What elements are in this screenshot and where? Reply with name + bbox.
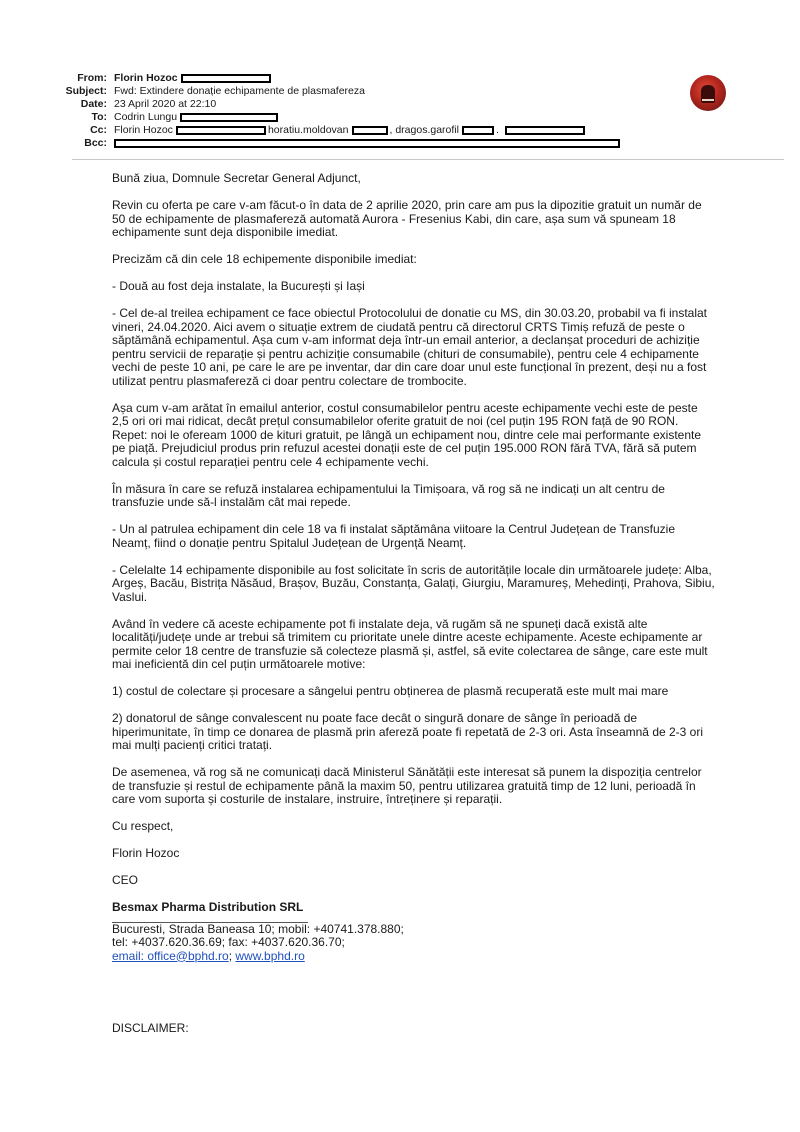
paragraph: Având în vedere că aceste echipamente pot fi instalate deja, vă rugăm să ne spuneți dacă există alte localități/județe unde ar trebui să trimitem cu prioritate unele dintre aceste echipamente. Aceste echipamente ar permite celor 18 centre de transfuzie să colecteze plasmă și, astfel, să evite colectarea de sânge, care este mult mai ineficientă din cel puțin următoarele motive:	[112, 616, 708, 671]
subject-text: Fwd: Extindere donație echipamente de plasmafereza	[114, 85, 365, 97]
email-header	[0, 72, 800, 150]
sender-name[interactable]: Florin Hozoc	[114, 72, 178, 84]
to-label: To:	[91, 111, 107, 123]
cc-label: Cc:	[90, 124, 107, 136]
signature-title: CEO	[112, 873, 139, 887]
paragraph: - Două au fost deja instalate, la București și Iași	[112, 279, 365, 293]
date-row	[0, 98, 800, 111]
subject-row	[0, 85, 800, 98]
paragraph: În măsura în care se refuză instalarea echipamentului la Timișoara, vă rog să ne indicați un alt centru de transfuzie unde să-l instalăm cât mai repede.	[112, 481, 665, 509]
greeting: Bună ziua, Domnule Secretar General Adjunct,	[112, 171, 361, 185]
paragraph: 2) donatorul de sânge convalescent nu poate face decât o singură donare de sânge în perioadă de hiperimunitate, în timp ce donarea de plasmă prin afereză poate fi repetată de 2-3 ori. Asta înseamnă de 2-3 ori mai mulți pacienți critici tratați.	[112, 711, 704, 752]
redacted-box	[114, 139, 620, 148]
email-body	[112, 172, 716, 963]
cc-recipient[interactable]: horatiu.moldovan	[267, 124, 349, 136]
closing: Cu respect,	[112, 819, 174, 833]
subject-label: Subject:	[65, 85, 107, 97]
bcc-row	[0, 137, 800, 150]
date-text: 23 April 2020 at 22:10	[114, 98, 217, 110]
paragraph: Revin cu oferta pe care v-am făcut-o în data de 2 aprilie 2020, prin care am pus la dipozitie gratuit un număr de 50 de echipamente de plasmafereză automată Aurora - Fresenius Kabi, din care, așa sum vă spuneam 18 echipamente sunt deja disponibile imediat.	[112, 198, 702, 239]
to-recipient[interactable]: Codrin Lungu	[114, 111, 178, 123]
link-separator: ;	[228, 948, 233, 963]
paragraph: - Celelalte 14 echipamente disponibile au fost solicitate în scris de autoritățile locale din următoarele județe: Alba, Argeș, Bacău, Bistrița Năsăud, Brașov, Buzău, Constanța, Galați, Giurgiu, Maramureș, Mehedinți, Prahova, Sibiu, Vaslui.	[112, 562, 715, 604]
email-link[interactable]: email: office@bphd.ro	[112, 948, 229, 963]
website-link[interactable]: www.bphd.ro	[235, 948, 305, 963]
sender-avatar[interactable]	[690, 75, 726, 111]
redacted-box	[462, 126, 494, 135]
paragraph: - Cel de-al treilea echipament ce face obiectul Protocolului de donatie cu MS, din 30.03.20, probabil va fi instalat vineri, 24.04.2020. Aici avem o situație extrem de ciudată pentru că directorul CRTS Timiș refuză de peste o săptămână echipamentul. Așa cum v-am informat deja într-un email anterior, a declanșat proceduri de achiziție pentru servicii de reparație și pentru achiziție consumabile (chituri de consumabile), pentru cele 4 echipamente vechi de peste 10 ani, pe care le are pe inventar, dar din care doar unul este funcțional în prezent, deși nu a fost utilizat pentru plasmafereză ci doar pentru colectare de trombocite.	[112, 306, 708, 388]
disclaimer: DISCLAIMER:	[112, 1021, 189, 1035]
date-label: Date:	[80, 98, 107, 110]
phone-line: tel: +4037.620.36.69; fax: +4037.620.36.70;	[112, 935, 345, 949]
avatar-figure	[702, 99, 714, 101]
cc-recipient[interactable]: , dragos.garofil	[389, 124, 459, 136]
paragraph: - Un al patrulea echipament din cele 18 va fi instalat săptămâna viitoare la Centrul Județean de Transfuzie Neamț, fiind o donație pentru Spitalul Județean de Urgență Neamț.	[112, 522, 675, 550]
from-label: From:	[77, 72, 107, 84]
signature-name: Florin Hozoc	[112, 846, 180, 860]
from-row	[0, 72, 800, 85]
redacted-box	[181, 74, 271, 83]
header-divider	[72, 159, 784, 160]
address-line: Bucuresti, Strada Baneasa 10; mobil: +40741.378.880;	[112, 921, 404, 936]
cc-separator: .	[495, 124, 499, 136]
paragraph: De asemenea, vă rog să ne comunicați dacă Ministerul Sănătății este interesat să punem la dispoziția centrelor de transfuzie și restul de echipamente până la maxim 50, pentru utilizarea gratuită timp de 12 luni, perioadă în care vom suporta și costurile de instalare, instruire, întreținere și reparații.	[112, 765, 702, 806]
to-row	[0, 111, 800, 124]
paragraph: Precizăm că din cele 18 echipemente disponibile imediat:	[112, 252, 417, 266]
redacted-box	[180, 113, 278, 122]
contact-links	[112, 950, 716, 964]
redacted-box	[352, 126, 388, 135]
cc-row	[0, 124, 800, 137]
redacted-box	[176, 126, 266, 135]
paragraph: Așa cum v-am arătat în emailul anterior, costul consumabilelor pentru aceste echipamente vechi este de peste 2,5 ori ori mai ridicat, decât prețul consumabilelor oferite gratuit de noi (cel puțin 195 RON față de 90 RON. Repet: noi le ofeream 1000 de kituri gratuit, pe lângă un echipament nou, dintre cele mai performante existente pe piață. Prejudiciul produs prin refuzul acestei donații este de cel puțin 195.000 RON fără TVA, fără să putem calcula și costul reparației pentru cele 4 echipamente vechi.	[112, 400, 702, 469]
company-name: Besmax Pharma Distribution SRL	[112, 900, 304, 914]
redacted-box	[505, 126, 585, 135]
cc-recipient[interactable]: Florin Hozoc	[114, 124, 173, 136]
paragraph: 1) costul de colectare și procesare a sângelui pentru obținerea de plasmă recuperată este mult mai mare	[112, 684, 669, 698]
bcc-label: Bcc:	[84, 137, 107, 149]
